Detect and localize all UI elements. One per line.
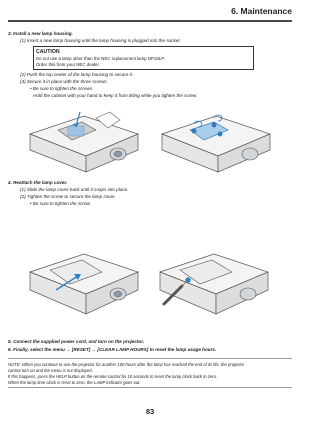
step3-bullet: • Be sure to tighten the screws. [30, 86, 94, 91]
note-divider [8, 358, 292, 359]
cover-screw-illustration [154, 244, 272, 318]
step4-substep2: (2) Tighten the screw to secure the lamp cover. [20, 194, 116, 199]
caution-box [33, 46, 254, 70]
step4-bullet: • Be sure to tighten the screw. [30, 201, 91, 206]
step3-substep3: (3) Secure it in place with the three screws. [20, 79, 108, 84]
step3-substep2: (2) Push the top center of the lamp housing to secure it. [20, 72, 134, 77]
page-header [8, 6, 292, 22]
note-line-3: If this happens, press the HELP button on the remote control for 10 seconds to reset the lamp clock back to zero. [8, 374, 218, 379]
step4-heading: 4. Reattach the lamp cover. [8, 180, 68, 185]
note-line-4: When the lamp time clock is reset to zero, the LAMP indicator goes out. [8, 380, 141, 385]
step3-heading: 3. Install a new lamp housing. [8, 31, 73, 36]
step5-heading: 5. Connect the supplied power cord, and turn on the projector. [8, 339, 145, 344]
step3-hold-note: Hold the cabinet with your hand to keep it from tilting while you tighten the screw. [33, 93, 198, 98]
caution-line-2: Order this from your NEC dealer. [36, 62, 100, 67]
note-divider-bottom [8, 387, 292, 388]
section-title: 6. Maintenance [231, 6, 292, 16]
lamp-insert-illustration [24, 104, 144, 176]
cover-slide-illustration [26, 244, 142, 318]
step4-substep1: (1) Slide the lamp cover back until it snaps into place. [20, 187, 129, 192]
note-line-1: NOTE: When you continue to use the projector for another 100 hours after the lamp has reached the end of its life, the projector [8, 362, 245, 367]
step3-substep1: (1) Insert a new lamp housing until the lamp housing is plugged into the socket. [20, 38, 181, 43]
caution-title: CAUTION [36, 49, 60, 55]
note-line-2: cannot turn on and the menu is not displayed. [8, 368, 93, 373]
caution-line-1: Do not use a lamp other than the NEC replacement lamp NP18LP. [36, 56, 165, 61]
lamp-screws-illustration [156, 104, 276, 176]
step6-heading: 6. Finally, select the menu → [RESET] → [CLEAR LAMP HOURS] to reset the lamp usage hours. [8, 347, 217, 352]
page-number: 83 [145, 407, 155, 416]
